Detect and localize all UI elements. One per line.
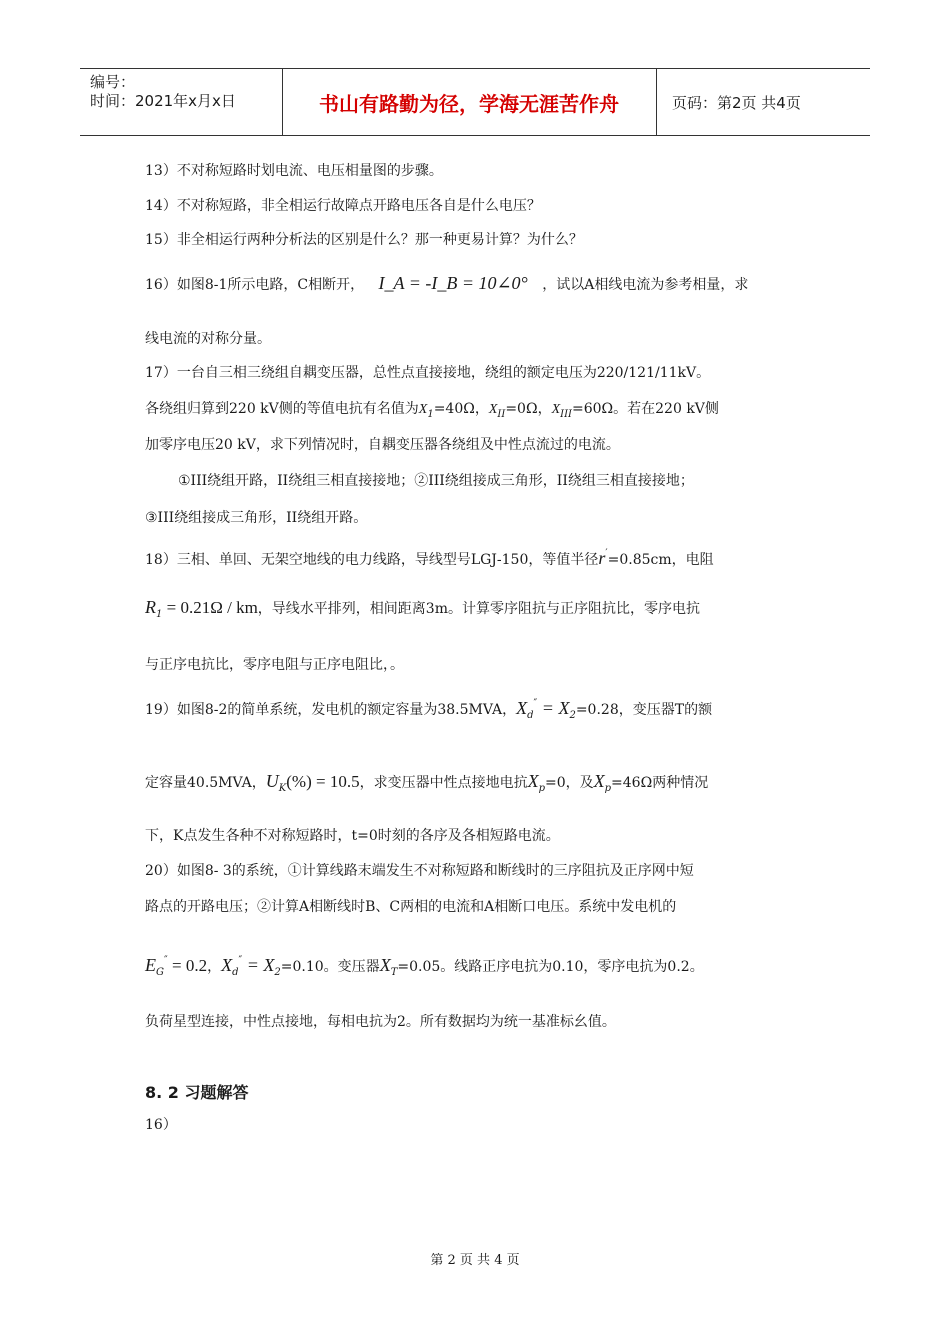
current-equation: I_A = -I_B = 10∠0° [378, 273, 528, 293]
question-17-line1: 17）一台自三相三绕组自耦变压器，总性点直接接地，绕组的额定电压为220/121/11kV。 [145, 365, 711, 381]
section-heading: 8. 2 习题解答 [145, 1083, 249, 1102]
header-meta [80, 69, 282, 135]
answer-16: 16） [145, 1117, 177, 1133]
date-label: 时间：2021年x月x日 [90, 92, 236, 110]
question-13: 13）不对称短路时划电流、电压相量图的步骤。 [145, 163, 443, 179]
page-header [80, 68, 870, 136]
serial-label: 编号： [90, 73, 136, 91]
question-19-line3: 下，K点发生各种不对称短路时，t=0时刻的各序及各相短路电流。 [145, 828, 560, 844]
question-20-line2: 路点的开路电压；②计算A相断线时B、C两相的电流和A相断口电压。系统中发电机的 [145, 899, 677, 915]
question-14: 14）不对称短路，非全相运行故障点开路电压各自是什么电压？ [145, 198, 541, 214]
question-18-line2: $R_1 = 0.21\Omega$ / km，导线水平排列，相间距离3m。计算零序阻抗与正序阻抗比，零序电抗 [145, 597, 700, 620]
question-17-line5: ③III绕组接成三角形，II绕组开路。 [145, 510, 368, 526]
question-18-line3: 与正序电抗比，零序电阻与正序电阻比，。 [145, 657, 404, 673]
question-17-line3: 加零序电压20 kV，求下列情况时，自耦变压器各绕组及中性点流过的电流。 [145, 437, 620, 453]
question-20-line3: $E_G'' = 0.2$，$X_d'' = X_2=0.10$。变压器$X_T=0.05$。线路正序电抗为0.10，零序电抗为0.2。 [145, 955, 704, 978]
question-16-line2: 线电流的对称分量。 [145, 331, 271, 347]
question-17-line4: ①III绕组开路，II绕组三相直接接地；②III绕组接成三角形，II绕组三相直接接地； [178, 473, 694, 489]
question-19-line2: 定容量40.5MVA，$U_K(\%) = 10.5$，求变压器中性点接地电抗$X_p=0$，及$X_p=46\Omega$两种情况 [145, 771, 709, 794]
header-page-label [664, 69, 870, 135]
question-20-line1: 20）如图8- 3的系统，①计算线路末端发生不对称短路和断线时的三序阻抗及正序网中短 [145, 863, 694, 879]
question-19-line1: 19）如图8-2的简单系统，发电机的额定容量为38.5MVA，$X_d'' = X_2=0.28$，变压器T的额 [145, 698, 713, 721]
page-footer: 第 2 页 共 4 页 [430, 1253, 520, 1268]
question-16-line1: 16）如图8-1所示电路，C相断开， I_A = -I_B = 10∠0° ，试以A相线电流为参考相量，求 [145, 273, 749, 293]
question-20-line4: 负荷星型连接，中性点接地，每相电抗为2。所有数据均为统一基准标幺值。 [145, 1014, 616, 1030]
question-18-line1: 18）三相、单回、无架空地线的电力线路，导线型号LGJ-150，等值半径r′=0.85cm，电阻 [145, 548, 714, 568]
page-label: 页码：第2页 共4页 [672, 93, 801, 112]
question-17-line2: 各绕组归算到220 kV侧的等值电抗有名值为$X_1=40\Omega$，$X_{II}=0\Omega$，$X_{III}=60\Omega$。若在220 kV侧 [145, 401, 719, 420]
header-motto: 书山有路勤为径，学海无涯苦作舟 [319, 91, 619, 116]
question-15: 15）非全相运行两种分析法的区别是什么？那一种更易计算？为什么？ [145, 232, 583, 248]
header-divider [656, 69, 657, 135]
